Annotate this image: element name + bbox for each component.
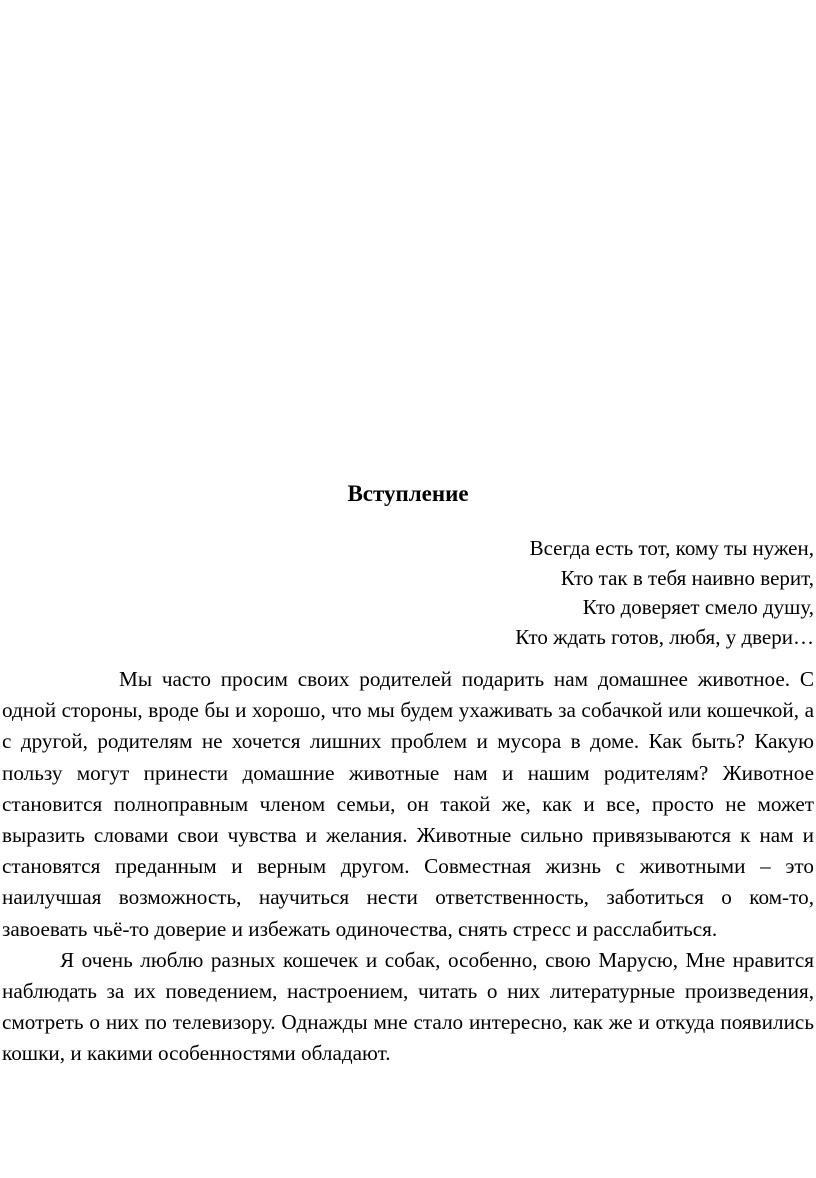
paragraph: Мы часто просим своих родителей подарить нам домашнее животное. С одной стороны, вроде бы и хорошо, что мы будем ухаживать за собачкой или кошечкой, а с другой, родителям не хочется лишних проблем и мусора в доме. Как быть? Какую пользу могут принести домашние животные нам и нашим родителям? Животное становится полноправным членом семьи, он такой же, как и все, просто не может выразить словами свои чувства и желания. Животные сильно привязываются к нам и становятся преданным и верным другом. Совместная жизнь с животными – это наилучшая возможность, научиться нести ответственность, заботиться о ком-то, завоевать чьё-то доверие и избежать одиночества, снять стресс и расслабиться.	[2, 667, 814, 941]
body-text	[2, 664, 814, 1070]
epigraph-line: Кто так в тебя наивно верит,	[560, 565, 814, 590]
epigraph-line: Всегда есть тот, кому ты нужен,	[529, 536, 814, 560]
paragraph: Я очень люблю разных кошечек и собак, особенно, свою Марусю, Мне нравится наблюдать за их поведением, настроением, читать о них литературные произведения, смотреть о них по телевизору. Однажды мне стало интересно, как же и откуда появились кошки, и какими особенностями обладают.	[2, 947, 814, 1066]
epigraph-line: Кто доверяет смело душу,	[582, 595, 814, 619]
epigraph-line: Кто ждать готов, любя, у двери…	[515, 624, 814, 649]
section-title: Вступление	[347, 481, 469, 506]
epigraph	[314, 534, 814, 652]
